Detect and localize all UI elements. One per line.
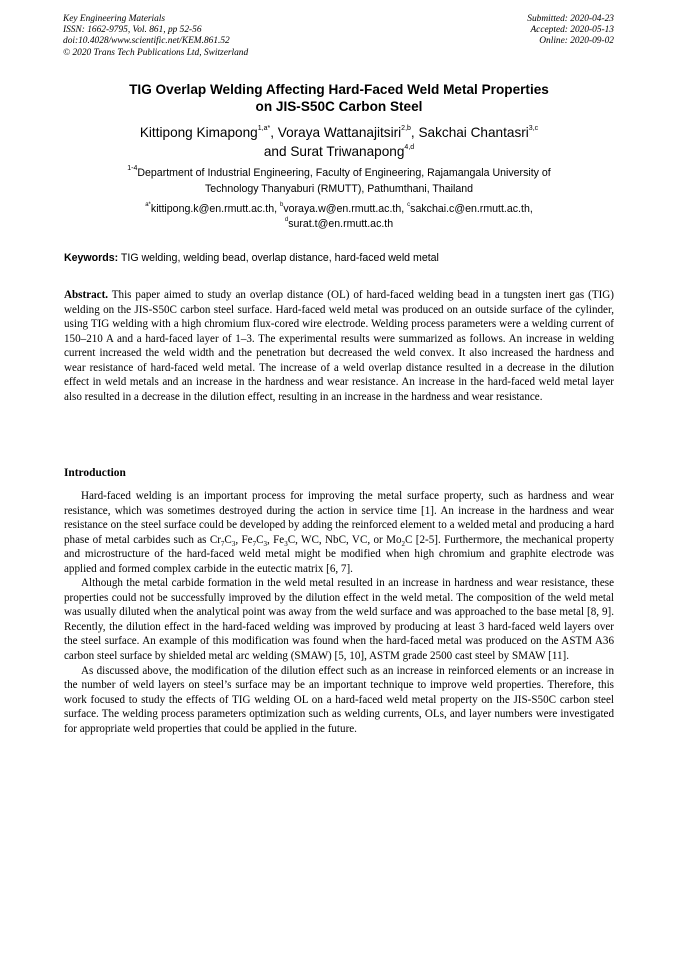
authors-line-2: and Surat Triwanapong$^{4,d}$ bbox=[263, 144, 415, 159]
affiliation-mark: 1-4 bbox=[127, 165, 138, 173]
issn: ISSN: 1662-9795, Vol. 861, pp 52-56 bbox=[63, 25, 202, 36]
email-author-4[interactable]: surat.t@en.rmutt.ac.th bbox=[288, 218, 394, 230]
author-1: Kittipong Kimapong bbox=[139, 125, 258, 140]
intro-paragraph-1: Hard-faced welding is an important process for improving the metal surface property, such as hardness and wear resistance, which was sometimes destroyed during the action in service time [1]. An increase in the hardness and wear resistance on the steel surface could be developed by adding the reinforced element to a welded metal and producing a hard phase of metal carbides such as $Cr_7C_3$, $Fe_7C_3$, $Fe_3C$, WC, NbC, VC, or $Mo_2C$ [2-5]. Furthermore, the mechanical property and microstructure of the hard-faced weld metal might be modified when high chromium and graphite electrode was applied and formed complex carbide in the eutectic matrix [6, 7]. bbox=[64, 490, 615, 575]
keywords-label: Keywords: bbox=[64, 252, 119, 264]
submitted-date: Submitted: 2020-04-23 bbox=[527, 14, 614, 24]
publication-dates bbox=[527, 14, 614, 48]
introduction-body bbox=[64, 489, 614, 736]
author-3-mark: 3,c bbox=[528, 125, 539, 133]
online-date: Online: 2020-09-02 bbox=[539, 36, 614, 47]
accepted-date: Accepted: 2020-05-13 bbox=[530, 25, 614, 36]
journal-info bbox=[63, 14, 248, 59]
keywords bbox=[64, 251, 614, 265]
affiliation-line-2: Technology Thanyaburi (RMUTT), Pathumthani, Thailand bbox=[204, 182, 474, 195]
paper-title bbox=[40, 82, 638, 115]
keywords-text: TIG welding, welding bead, overlap distance, hard-faced weld metal bbox=[118, 252, 439, 264]
author-1-mark: 1,a* bbox=[257, 125, 271, 133]
email-author-2[interactable]: voraya.w@en.rmutt.ac.th, bbox=[283, 203, 408, 215]
author-2: Voraya Wattanajitsiri bbox=[277, 125, 402, 140]
abstract-text: This paper aimed to study an overlap distance (OL) of hard-faced welding bead in a tungsten inert gas (TIG) welding on the JIS-S50C carbon steel surface. Hard-faced weld metal was produced on an outside surface of the cylinder, using TIG welding with a high chromium flux-cored wire electrode. Welding process parameters were a welding current of 150–210 A and a hard-faced layer of 1–3. The experimental results were summarized as follows. An increase in welding current increased the weld width and the penetration but decreased the weld convex. It also increased the hardness and wear resistance of hard-faced weld metal. The increase of a weld overlap distance resulted in a decrease in the dilution effect in weld metals and an increase in the hardness and wear resistance. An increase in the hard-faced weld metal layer also resulted in a decrease in the dilution effect, resulting in an increase in the hardness and wear resistance. bbox=[64, 289, 614, 403]
journal-name: Key Engineering Materials bbox=[63, 14, 166, 24]
title-line-1: TIG Overlap Welding Affecting Hard-Faced Weld Metal Properties bbox=[129, 82, 549, 97]
abstract-label: Abstract. bbox=[64, 289, 109, 301]
doi-link[interactable]: doi:10.4028/www.scientific.net/KEM.861.52 bbox=[63, 36, 230, 47]
affiliation-line-1: Department of Industrial Engineering, Faculty of Engineering, Rajamangala University of bbox=[137, 167, 551, 179]
intro-paragraph-2: Although the metal carbide formation in the weld metal resulted in an increase in hardness and wear resistance, these properties could not be successfully improved by the dilution effect in the weld metal. The composition of the weld metal was usually diluted when the analytical point was away from the weld surface and was approached to the base metal [8, 9]. Recently, the dilution effect in the hard-faced welding was improved by producing at least 3 hard-faced weld layers over the steel surface. An example of this modification was found when the hard-faced metal was produced on the ASTM A36 carbon steel surface by shielded metal arc welding (SMAW) [5, 10], ASTM grade 2500 cast steel by SMAW [11]. bbox=[64, 577, 614, 663]
title-line-2: on JIS-S50C Carbon Steel bbox=[255, 98, 423, 114]
copyright: © 2020 Trans Tech Publications Ltd, Switzerland bbox=[63, 47, 249, 58]
author-emails: $^{a*}$kittipong.k@en.rmutt.ac.th, $^b$voraya.w@en.rmutt.ac.th, $^c$sakchai.c@en.rmutt.ac.th, $^d$surat.t@en.rmutt.ac.th bbox=[145, 202, 533, 230]
affiliation bbox=[70, 166, 608, 197]
author-4: Surat Triwanapong bbox=[290, 144, 405, 159]
abstract bbox=[64, 288, 614, 404]
email-author-1[interactable]: kittipong.k@en.rmutt.ac.th, bbox=[150, 203, 280, 215]
authors-line-1: Kittipong Kimapong$^{1,a*}$, Voraya Wattanajitsiri$^{2,b}$, Sakchai Chantasri$^{3,c}$ bbox=[139, 125, 539, 140]
author-3: Sakchai Chantasri bbox=[418, 125, 529, 140]
email-author-3[interactable]: sakchai.c@en.rmutt.ac.th, bbox=[410, 203, 533, 215]
intro-paragraph-3: As discussed above, the modification of the dilution effect such as an increase in reinforced elements or an increase in the number of weld layers on steel’s surface may be an important technique to improve weld properties. Therefore, this work focused to study the effects of TIG welding OL on a hard-faced weld metal property on the JIS-S50C carbon steel surface. The welding process parameters optimization such as welding currents, OLs, and layer numbers were investigated for appropriate weld properties that could be applied in the future. bbox=[64, 664, 614, 735]
author-4-mark: 4,d bbox=[404, 144, 415, 152]
section-heading-introduction: Introduction bbox=[64, 467, 126, 479]
author-list bbox=[40, 123, 638, 161]
author-2-mark: 2,b bbox=[401, 125, 411, 133]
